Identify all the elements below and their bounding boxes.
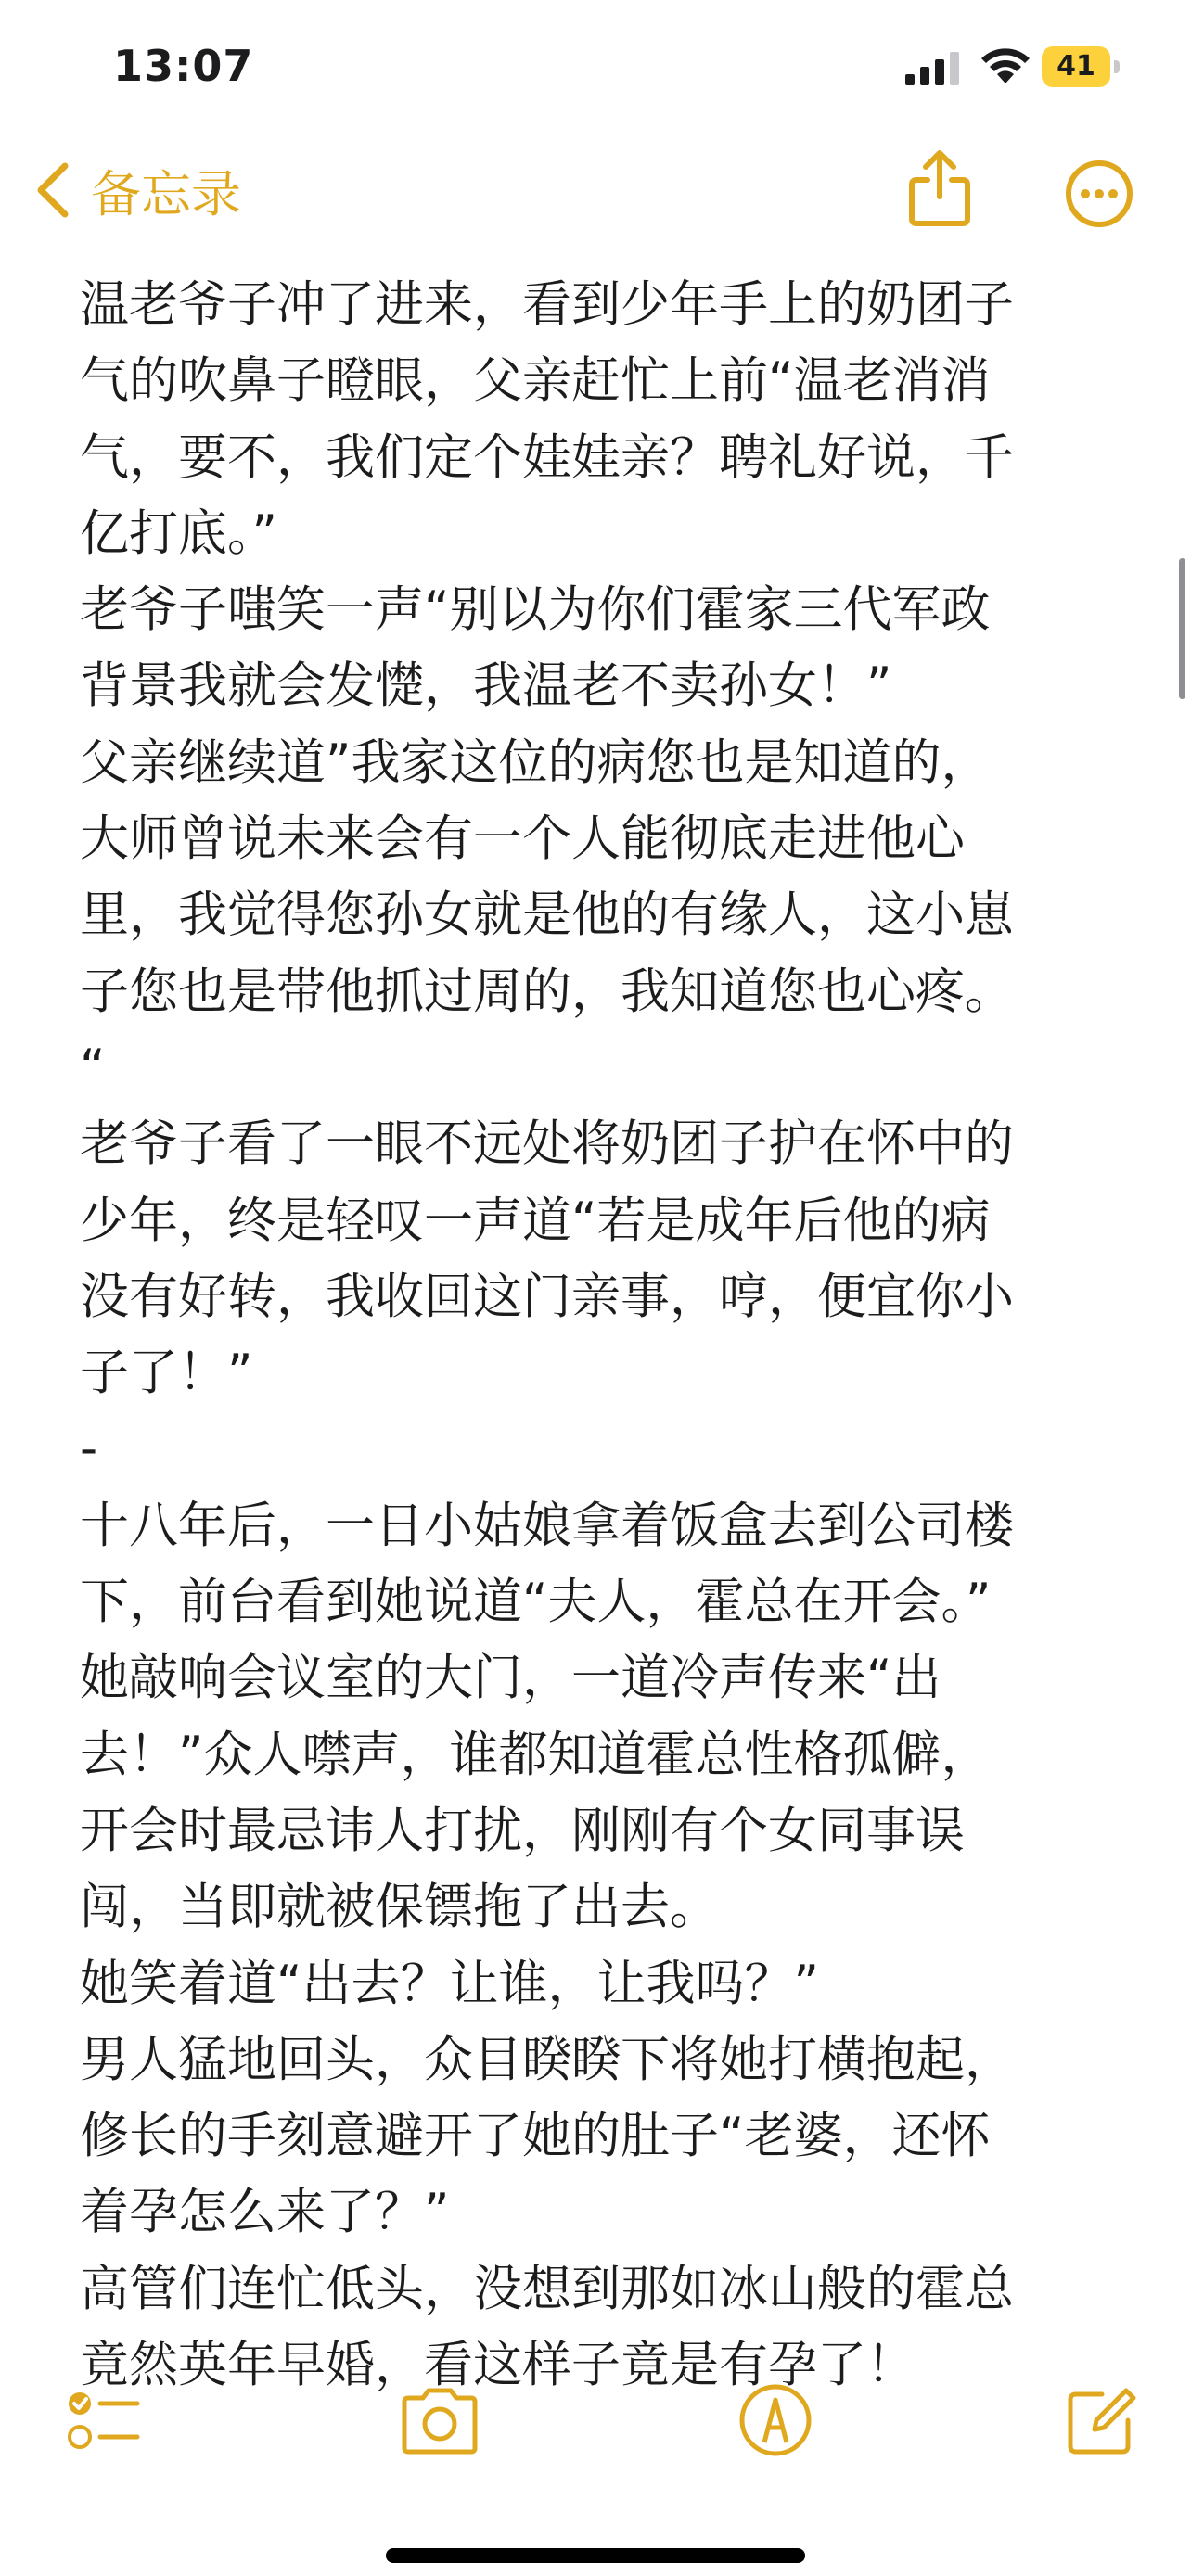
note-line: 下，前台看到她说道“夫人，霍总在开会。” — [80, 1574, 992, 1631]
camera-icon — [397, 2383, 482, 2457]
back-button[interactable] — [33, 158, 241, 223]
note-line: 开会时最忌讳人打扰，刚刚有个女同事误 — [80, 1802, 965, 1859]
note-line: 气的吹鼻子瞪眼，父亲赶忙上前“温老消消 — [80, 352, 991, 410]
markup-icon — [736, 2381, 814, 2459]
note-line: 十八年后，一日小姑娘拿着饭盒去到公司楼 — [80, 1497, 1014, 1554]
note-line: 闯，当即就被保镖拖了出去。 — [80, 1879, 719, 1936]
note-line: 去！”众人噤声，谁都知道霍总性格孤僻， — [80, 1726, 991, 1783]
back-button-label: 备忘录 — [91, 164, 241, 223]
signal-icon — [905, 52, 961, 85]
note-line: 亿打底。” — [80, 504, 277, 562]
note-line: - — [80, 1421, 98, 1478]
note-line: 高管们连忙低头，没想到那如冰山般的霍总 — [80, 2260, 1014, 2317]
note-line: 老爷子看了一眼不远处将奶团子护在怀中的 — [80, 1116, 1014, 1173]
note-line: 子您也是带他抓过周的，我知道您也心疼。 — [80, 963, 1014, 1020]
note-line: 里，我觉得您孙女就是他的有缘人，这小崽 — [80, 886, 1014, 944]
note-line: 着孕怎么来了？” — [80, 2184, 450, 2241]
note-body[interactable] — [80, 267, 1119, 2404]
nav-bar — [0, 139, 1191, 241]
note-line: 气，要不，我们定个娃娃亲？聘礼好说，千 — [80, 428, 1014, 486]
note-line: 竟然英年早婚，看这样子竟是有孕了！ — [80, 2337, 916, 2394]
camera-button[interactable] — [393, 2374, 486, 2467]
home-indicator[interactable] — [386, 2548, 805, 2563]
share-icon[interactable] — [907, 148, 972, 228]
note-line: 父亲继续道”我家这位的病您也是知道的， — [80, 733, 991, 791]
markup-button[interactable] — [729, 2374, 822, 2467]
compose-icon — [1061, 2381, 1139, 2459]
note-line: 修长的手刻意避开了她的肚子“老婆，还怀 — [80, 2108, 991, 2165]
battery-icon — [1042, 46, 1120, 87]
battery-percent: 41 — [1057, 50, 1095, 83]
wifi-icon — [979, 46, 1032, 85]
note-line: 没有好转，我收回这门亲事，哼，便宜你小 — [80, 1268, 1014, 1325]
chevron-left-icon — [33, 160, 74, 220]
checklist-button[interactable] — [58, 2374, 150, 2467]
note-line: 男人猛地回头，众目睽睽下将她打横抱起， — [80, 2031, 1014, 2088]
note-line: 她笑着道“出去？让谁，让我吗？” — [80, 1955, 819, 2012]
note-line: 子了！” — [80, 1345, 253, 1402]
note-line: 大师曾说未来会有一个人能彻底走进他心 — [80, 810, 965, 868]
bottom-toolbar — [0, 2374, 1191, 2485]
status-time: 13:07 — [113, 41, 254, 91]
more-icon[interactable] — [1065, 159, 1133, 228]
note-line: 温老爷子冲了进来，看到少年手上的奶团子 — [80, 276, 1014, 333]
note-line: 她敲响会议室的大门，一道冷声传来“出 — [80, 1650, 941, 1707]
checklist-icon — [65, 2381, 143, 2459]
note-line: 背景我就会发憷，我温老不卖孙女！” — [80, 657, 892, 715]
note-line: 老爷子嗤笑一声“别以为你们霍家三代军政 — [80, 581, 991, 639]
note-line: “ — [80, 1039, 106, 1096]
note-line: 少年，终是轻叹一声道“若是成年后他的病 — [80, 1192, 991, 1249]
status-bar — [0, 0, 1191, 139]
compose-button[interactable] — [1054, 2374, 1146, 2467]
scroll-indicator[interactable] — [1179, 558, 1185, 699]
